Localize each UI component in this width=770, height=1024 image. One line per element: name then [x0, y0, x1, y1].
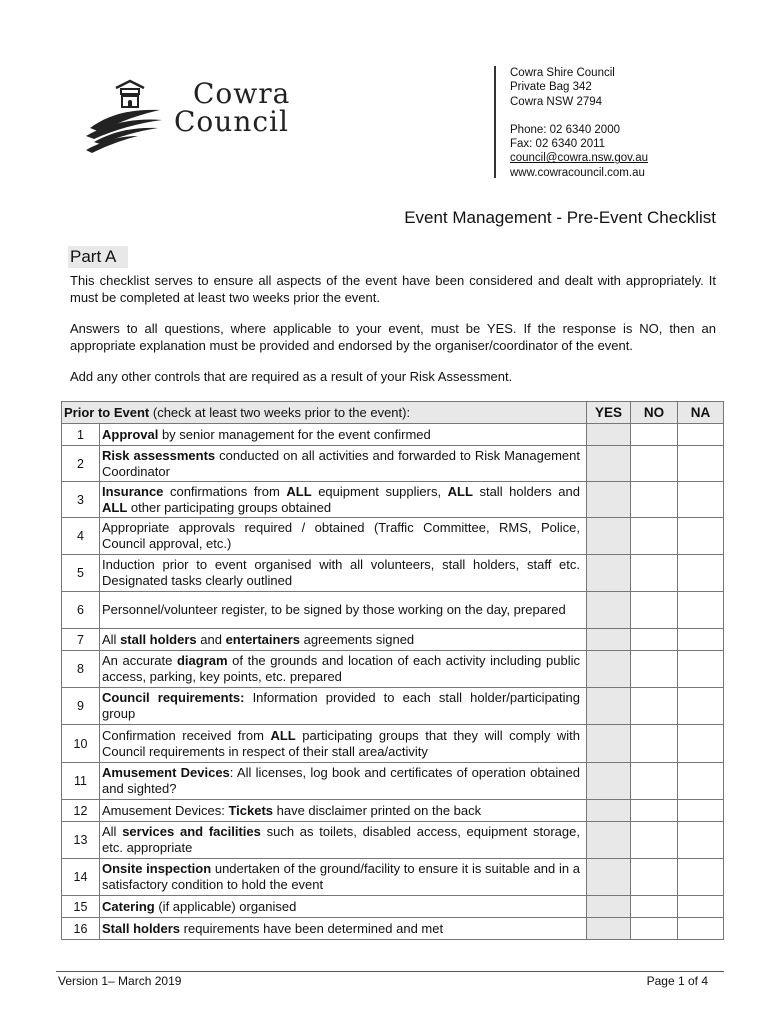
- table-row: [62, 800, 724, 822]
- checkbox-no[interactable]: [631, 822, 678, 859]
- row-number: 15: [62, 896, 100, 918]
- checkbox-na[interactable]: [678, 800, 724, 822]
- logo-word-cowra: Cowra: [193, 77, 291, 110]
- bold-text: Council requirements:: [102, 690, 245, 705]
- row-description: [100, 518, 587, 555]
- text: requirements have been determined and met: [180, 920, 444, 936]
- row-description: [100, 629, 587, 651]
- row-description: [100, 651, 587, 688]
- checkbox-no[interactable]: [631, 555, 678, 592]
- checkbox-no[interactable]: [631, 896, 678, 918]
- page-number: Page 1 of 4: [646, 974, 708, 988]
- bold-text: Onsite inspection: [102, 861, 212, 876]
- address-line: Cowra NSW 2794: [510, 95, 603, 108]
- row-description: [100, 446, 587, 482]
- text: Personnel/volunteer register, to be signed by those working on the day, prepared: [102, 602, 566, 617]
- table-row: [62, 446, 724, 482]
- row-number: 14: [62, 859, 100, 896]
- checkbox-yes[interactable]: [587, 482, 631, 518]
- row-description: [100, 592, 587, 629]
- text: (if applicable) organised: [154, 898, 297, 914]
- phone-number: Phone: 02 6340 2000: [510, 123, 620, 136]
- row-description: [100, 688, 587, 725]
- pre-event-checklist-table: [61, 401, 724, 940]
- checkbox-yes[interactable]: [587, 446, 631, 482]
- text: participating groups that they will comply with Council requirements in respect of their stall area/activity: [102, 727, 581, 759]
- checkbox-no[interactable]: [631, 918, 678, 940]
- checkbox-no[interactable]: [631, 424, 678, 446]
- bold-text: Amusement Devices: [102, 765, 230, 780]
- row-number: 6: [62, 592, 100, 629]
- table-row: [62, 482, 724, 518]
- text: undertaken of the ground/facility to ensure it is suitable and in a satisfactory condition to hold the event: [102, 861, 580, 892]
- row-number: 11: [62, 763, 100, 800]
- row-description: [100, 918, 587, 940]
- row-number: 1: [62, 424, 100, 446]
- row-number: 2: [62, 446, 100, 482]
- bold-text: entertainers: [225, 631, 300, 647]
- section-label: Part A: [68, 246, 128, 268]
- checkbox-na[interactable]: [678, 446, 724, 482]
- checkbox-yes[interactable]: [587, 424, 631, 446]
- checkbox-yes[interactable]: [587, 859, 631, 896]
- table-row: [62, 592, 724, 629]
- checkbox-yes[interactable]: [587, 518, 631, 555]
- checkbox-yes[interactable]: [587, 651, 631, 688]
- document-title: Event Management - Pre-Event Checklist: [404, 208, 716, 227]
- header-title-rest: (check at least two weeks prior to the event):: [149, 405, 411, 420]
- checkbox-na[interactable]: [678, 822, 724, 859]
- checkbox-yes[interactable]: [587, 822, 631, 859]
- checkbox-no[interactable]: [631, 859, 678, 896]
- bold-text: Insurance: [102, 483, 164, 499]
- checkbox-no[interactable]: [631, 446, 678, 482]
- column-header-yes: YES: [587, 402, 631, 424]
- checkbox-na[interactable]: [678, 555, 724, 592]
- table-row: [62, 555, 724, 592]
- table-row: [62, 918, 724, 940]
- council-logo: [82, 76, 292, 160]
- checkbox-yes[interactable]: [587, 629, 631, 651]
- text: other participating groups obtained: [127, 499, 332, 515]
- checkbox-yes[interactable]: [587, 800, 631, 822]
- website-link[interactable]: www.cowracouncil.com.au: [510, 166, 645, 179]
- checkbox-yes[interactable]: [587, 725, 631, 763]
- checkbox-na[interactable]: [678, 763, 724, 800]
- bold-text: stall holders: [120, 631, 197, 647]
- text: have disclaimer printed on the back: [273, 802, 482, 818]
- checkbox-na[interactable]: [678, 725, 724, 763]
- table-row: [62, 518, 724, 555]
- table-header-row: [62, 402, 724, 424]
- checkbox-yes[interactable]: [587, 555, 631, 592]
- row-description: [100, 424, 587, 446]
- checkbox-no[interactable]: [631, 725, 678, 763]
- text: such as toilets, disabled access, equipment storage, etc. appropriate: [102, 824, 580, 855]
- table-row: [62, 424, 724, 446]
- text: Induction prior to event organised with all volunteers, stall holders, staff etc. Designated tasks clearly outlined: [102, 557, 580, 588]
- checkbox-no[interactable]: [631, 592, 678, 629]
- table-row: [62, 688, 724, 725]
- row-number: 7: [62, 629, 100, 651]
- row-description: [100, 896, 587, 918]
- column-header-no: NO: [631, 402, 678, 424]
- bold-text: diagram: [176, 653, 228, 668]
- bold-text: ALL: [286, 483, 312, 499]
- row-description: [100, 555, 587, 592]
- text: and: [196, 631, 226, 647]
- row-description: [100, 482, 587, 518]
- table-row: [62, 629, 724, 651]
- checkbox-na[interactable]: [678, 482, 724, 518]
- checkbox-na[interactable]: [678, 688, 724, 725]
- checkbox-na[interactable]: [678, 859, 724, 896]
- text: agreements signed: [299, 631, 415, 647]
- row-number: 9: [62, 688, 100, 725]
- logo-word-council: Council: [174, 105, 289, 138]
- text: equipment suppliers,: [311, 483, 448, 499]
- intro-paragraph: This checklist serves to ensure all aspects of the event have been considered and dealt with appropriately. It must be completed at least two weeks prior the event.: [70, 273, 716, 305]
- bold-text: ALL: [102, 499, 128, 515]
- checkbox-no[interactable]: [631, 482, 678, 518]
- text: : All licenses, log book and certificates of operation obtained and sighted?: [102, 765, 580, 796]
- checkbox-no[interactable]: [631, 688, 678, 725]
- checkbox-yes[interactable]: [587, 896, 631, 918]
- table-header-title: [62, 402, 587, 424]
- bold-text: Stall holders: [102, 920, 181, 936]
- table-row: [62, 896, 724, 918]
- table-row: [62, 859, 724, 896]
- checkbox-na[interactable]: [678, 651, 724, 688]
- row-number: 16: [62, 918, 100, 940]
- checkbox-na[interactable]: [678, 592, 724, 629]
- checkbox-na[interactable]: [678, 518, 724, 555]
- text: conducted on all activities and forwarded to Risk Management Coordinator: [102, 447, 580, 479]
- header-divider: [494, 66, 496, 178]
- bold-text: ALL: [447, 483, 473, 499]
- text: Confirmation received from: [102, 727, 271, 743]
- version-label: Version 1– March 2019: [58, 974, 182, 988]
- address-line: Private Bag 342: [510, 81, 592, 94]
- checkbox-yes[interactable]: [587, 918, 631, 940]
- bold-text: Tickets: [228, 802, 274, 818]
- text: An accurate: [102, 653, 177, 668]
- bold-text: Risk assessments: [102, 447, 216, 463]
- row-number: 10: [62, 725, 100, 763]
- controls-paragraph: Add any other controls that are required as a result of your Risk Assessment.: [70, 369, 513, 384]
- header-title-bold: Prior to Event: [64, 405, 150, 420]
- table-row: [62, 651, 724, 688]
- fax-number: Fax: 02 6340 2011: [510, 138, 606, 151]
- row-number: 3: [62, 482, 100, 518]
- text: of the grounds and location of each activity including public access, parking, key points, etc. prepared: [102, 653, 580, 684]
- email-link[interactable]: council@cowra.nsw.gov.au: [510, 152, 649, 165]
- table-row: [62, 822, 724, 859]
- text: by senior management for the event confirmed: [158, 426, 431, 442]
- table-row: [62, 763, 724, 800]
- instructions-paragraph: Answers to all questions, where applicable to your event, must be YES. If the response is NO, then an appropriate explanation must be provided and endorsed by the organiser/coordinator of the event.: [70, 321, 716, 353]
- checkbox-no[interactable]: [631, 629, 678, 651]
- row-description: [100, 725, 587, 763]
- row-description: [100, 800, 587, 822]
- address-line: Cowra Shire Council: [510, 67, 615, 79]
- row-description: [100, 763, 587, 800]
- text: All: [102, 631, 121, 647]
- checkbox-no[interactable]: [631, 518, 678, 555]
- council-emblem-icon: [82, 76, 182, 160]
- row-number: 13: [62, 822, 100, 859]
- checkbox-yes[interactable]: [587, 592, 631, 629]
- text: Amusement Devices:: [102, 802, 229, 818]
- checkbox-no[interactable]: [631, 800, 678, 822]
- bold-text: Catering: [102, 898, 155, 914]
- row-number: 8: [62, 651, 100, 688]
- row-description: [100, 822, 587, 859]
- council-address-block: [510, 66, 648, 180]
- checkbox-no[interactable]: [631, 651, 678, 688]
- row-description: [100, 859, 587, 896]
- footer-divider: [56, 971, 724, 972]
- bold-text: ALL: [270, 727, 296, 743]
- text: All: [102, 824, 123, 839]
- row-number: 4: [62, 518, 100, 555]
- checkbox-na[interactable]: [678, 424, 724, 446]
- text: Appropriate approvals required / obtained (Traffic Committee, RMS, Police, Council approval, etc.): [102, 520, 580, 551]
- checkbox-na[interactable]: [678, 918, 724, 940]
- table-row: [62, 725, 724, 763]
- checkbox-yes[interactable]: [587, 688, 631, 725]
- checkbox-yes[interactable]: [587, 763, 631, 800]
- text: Information provided to each stall holder/participating group: [102, 690, 580, 721]
- checkbox-no[interactable]: [631, 763, 678, 800]
- checkbox-na[interactable]: [678, 896, 724, 918]
- text: confirmations from: [163, 483, 287, 499]
- row-number: 12: [62, 800, 100, 822]
- text: stall holders and: [472, 483, 580, 499]
- checkbox-na[interactable]: [678, 629, 724, 651]
- column-header-na: NA: [678, 402, 724, 424]
- bold-text: services and facilities: [122, 824, 261, 839]
- row-number: 5: [62, 555, 100, 592]
- bold-text: Approval: [102, 426, 159, 442]
